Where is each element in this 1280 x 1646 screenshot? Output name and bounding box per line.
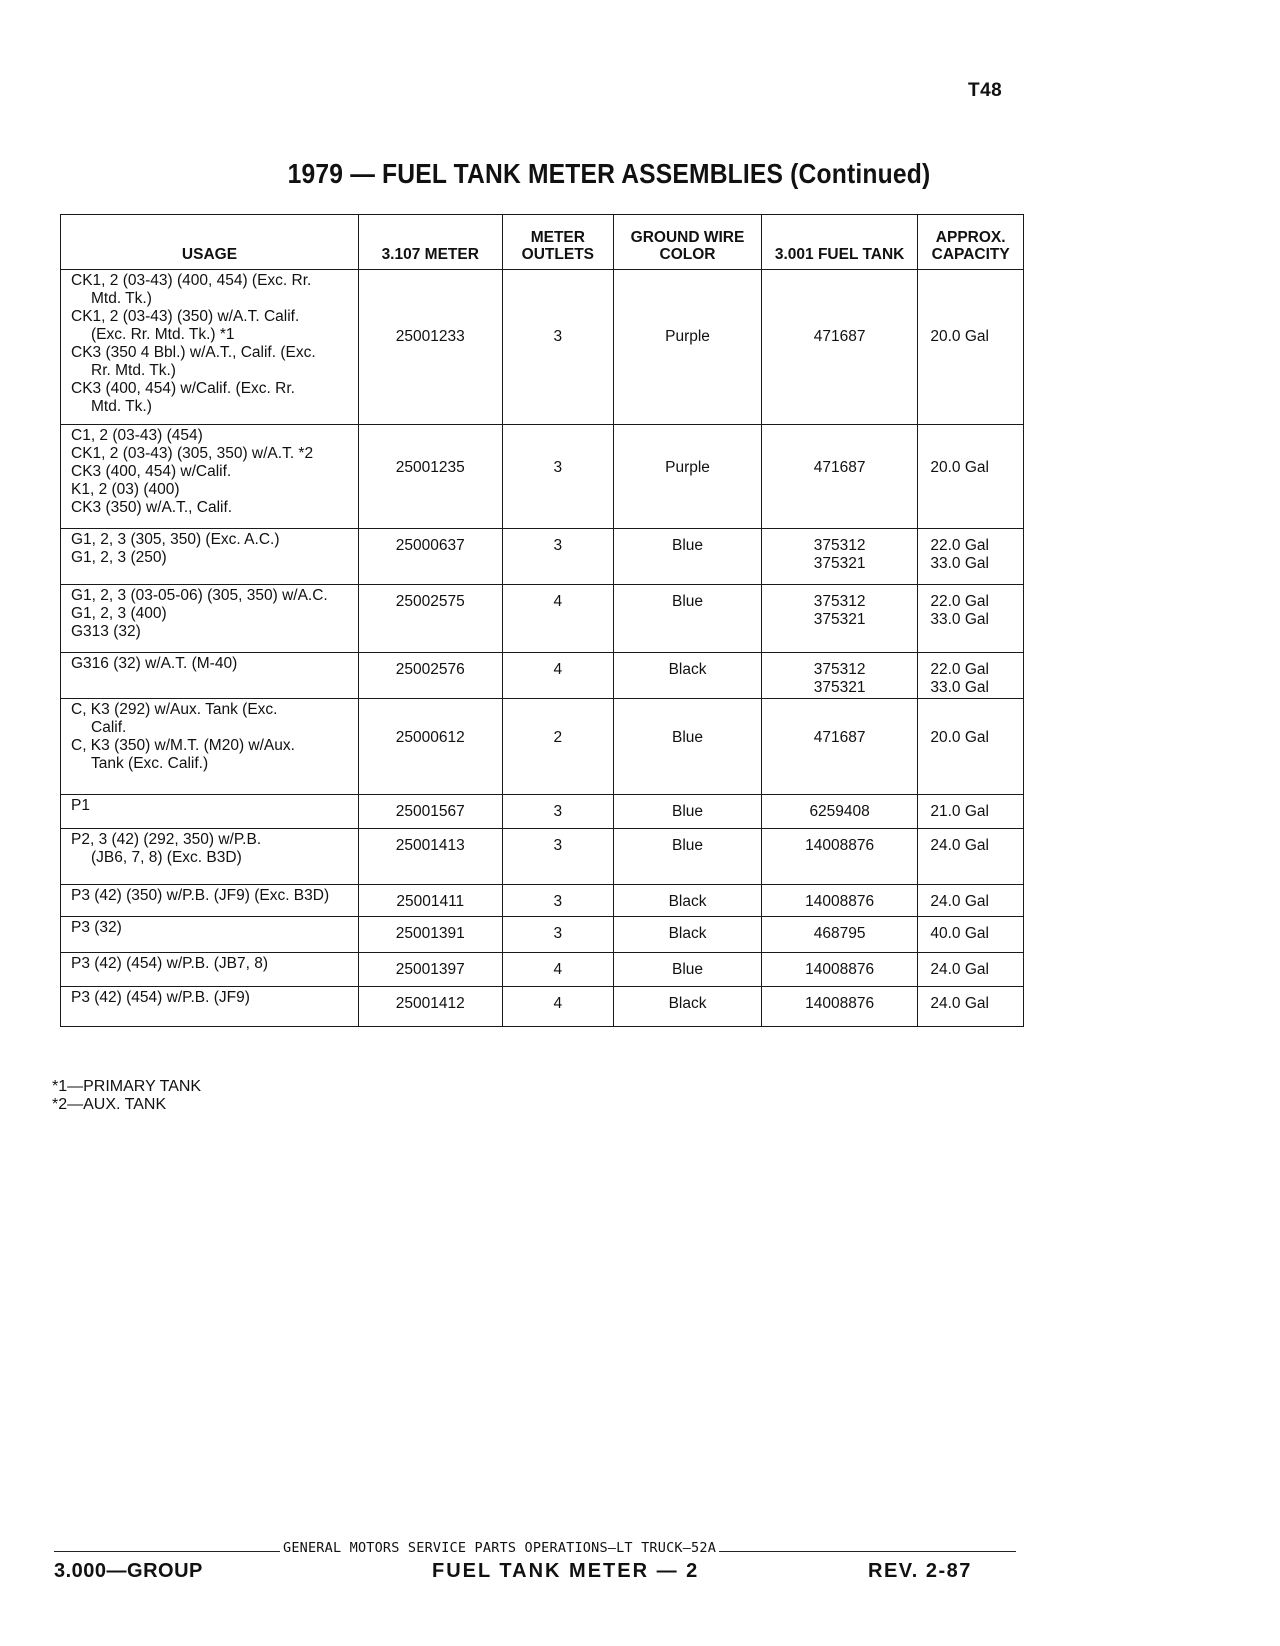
capacity-cell: [918, 699, 1024, 795]
usage-line: CK3 (400, 454) w/Calif. (Exc. Rr.: [71, 380, 295, 397]
capacity-cell: [918, 585, 1024, 653]
fuel-tank-cell-value: 375312: [813, 593, 866, 610]
usage-cell: [61, 829, 359, 885]
table-row: [61, 953, 1024, 987]
fuel-tank-cell-value: 14008876: [805, 837, 875, 854]
fuel-tank-cell: [761, 270, 918, 425]
meter-number-cell: 25001567: [358, 795, 502, 829]
fuel-tank-cell-value: 468795: [813, 925, 866, 942]
ground-wire-color-cell: Blue: [614, 795, 762, 829]
fuel-tank-cell-value: 375312: [813, 661, 866, 678]
footnote-1: *1—PRIMARY TANK: [52, 1078, 202, 1095]
usage-line: (Exc. Rr. Mtd. Tk.) *1: [91, 326, 235, 343]
meter-number-cell: 25000612: [358, 699, 502, 795]
usage-line: CK3 (400, 454) w/Calif.: [71, 463, 232, 480]
usage-line: P1: [71, 797, 90, 814]
usage-cell: [61, 270, 359, 425]
fuel-tank-cell-value: 14008876: [805, 995, 875, 1012]
usage-line: P3 (32): [71, 919, 122, 936]
table-row: [61, 699, 1024, 795]
footnotes: [52, 1078, 201, 1114]
capacity-cell-value: 22.0 Gal: [930, 661, 989, 678]
capacity-cell: [918, 653, 1024, 699]
capacity-cell-value: 22.0 Gal: [930, 593, 989, 610]
table-row: [61, 425, 1024, 529]
capacity-cell-value: 22.0 Gal: [930, 537, 989, 554]
header-color-line-2: COLOR: [659, 246, 716, 263]
meter-number-cell: 25000637: [358, 529, 502, 585]
capacity-cell-value: 33.0 Gal: [930, 611, 989, 628]
usage-line: P3 (42) (454) w/P.B. (JB7, 8): [71, 955, 268, 972]
meter-number-cell: 25001411: [358, 885, 502, 917]
meter-number-cell: 25001233: [358, 270, 502, 425]
capacity-cell-value: 20.0 Gal: [930, 729, 989, 746]
meter-outlets-cell: 3: [502, 529, 614, 585]
capacity-cell-value: 40.0 Gal: [930, 925, 989, 942]
header-usage: [61, 215, 359, 270]
fuel-tank-cell-value: 14008876: [805, 893, 875, 910]
capacity-cell: [918, 529, 1024, 585]
ground-wire-color-cell: Blue: [614, 953, 762, 987]
fuel-tank-cell-value: 375321: [813, 611, 866, 628]
header-capacity-line-1: APPROX.: [935, 229, 1006, 246]
usage-line: CK3 (350) w/A.T., Calif.: [71, 499, 233, 516]
usage-line: Calif.: [91, 719, 127, 736]
table-row: [61, 829, 1024, 885]
table-row: [61, 917, 1024, 953]
capacity-cell: [918, 885, 1024, 917]
capacity-cell: [918, 270, 1024, 425]
usage-cell: [61, 529, 359, 585]
table-row: [61, 270, 1024, 425]
table-row: [61, 653, 1024, 699]
fuel-tank-cell: [761, 885, 918, 917]
footnote-2: *2—AUX. TANK: [52, 1096, 167, 1113]
meter-outlets-cell: 4: [502, 987, 614, 1027]
usage-line: G316 (32) w/A.T. (M-40): [71, 655, 238, 672]
fuel-tank-cell: [761, 653, 918, 699]
usage-line: CK1, 2 (03-43) (305, 350) w/A.T. *2: [71, 445, 314, 462]
header-color-line-1: GROUND WIRE: [630, 229, 745, 246]
meter-number-cell: 25001391: [358, 917, 502, 953]
usage-line: G1, 2, 3 (400): [71, 605, 167, 622]
capacity-cell: [918, 987, 1024, 1027]
meter-number-cell: 25001235: [358, 425, 502, 529]
usage-cell: [61, 425, 359, 529]
usage-cell: [61, 585, 359, 653]
ground-wire-color-cell: Black: [614, 917, 762, 953]
ground-wire-color-cell: Black: [614, 987, 762, 1027]
usage-cell: [61, 795, 359, 829]
table-row: [61, 795, 1024, 829]
capacity-cell: [918, 425, 1024, 529]
usage-line: C, K3 (292) w/Aux. Tank (Exc.: [71, 701, 278, 718]
capacity-cell-value: 24.0 Gal: [930, 961, 989, 978]
header-tank-line-2: FUEL TANK: [817, 246, 905, 263]
meter-number-cell: 25001412: [358, 987, 502, 1027]
footer-banner: GENERAL MOTORS SERVICE PARTS OPERATIONS—LT TRUCK—52A: [280, 1540, 719, 1556]
footer-section: FUEL TANK METER — 2: [432, 1560, 700, 1582]
header-tank-line-1: 3.001: [774, 246, 814, 263]
capacity-cell-value: 21.0 Gal: [930, 803, 989, 820]
usage-cell: [61, 917, 359, 953]
usage-line: C1, 2 (03-43) (454): [71, 427, 203, 444]
fuel-tank-cell: [761, 829, 918, 885]
ground-wire-color-cell: Purple: [614, 270, 762, 425]
ground-wire-color-cell: Blue: [614, 829, 762, 885]
meter-outlets-cell: 2: [502, 699, 614, 795]
header-meter-line-1: 3.107: [381, 246, 421, 263]
usage-line: P3 (42) (350) w/P.B. (JF9) (Exc. B3D): [71, 887, 330, 904]
usage-line: G1, 2, 3 (03-05-06) (305, 350) w/A.C.: [71, 587, 328, 604]
ground-wire-color-cell: Black: [614, 653, 762, 699]
usage-line: Mtd. Tk.): [91, 398, 152, 415]
usage-line: P2, 3 (42) (292, 350) w/P.B.: [71, 831, 262, 848]
fuel-tank-cell-value: 471687: [813, 459, 866, 476]
meter-outlets-cell: 3: [502, 917, 614, 953]
capacity-cell-value: 24.0 Gal: [930, 893, 989, 910]
table-header-row: [61, 215, 1024, 270]
usage-cell: [61, 987, 359, 1027]
usage-cell: [61, 699, 359, 795]
table-row: [61, 529, 1024, 585]
usage-line: CK1, 2 (03-43) (400, 454) (Exc. Rr.: [71, 272, 312, 289]
capacity-cell-value: 33.0 Gal: [930, 679, 989, 696]
capacity-cell: [918, 917, 1024, 953]
capacity-cell-value: 20.0 Gal: [930, 459, 989, 476]
fuel-tank-cell-value: 6259408: [809, 803, 870, 820]
capacity-cell-value: 33.0 Gal: [930, 555, 989, 572]
capacity-cell-value: 20.0 Gal: [930, 328, 989, 345]
meter-outlets-cell: 3: [502, 270, 614, 425]
header-outlets: [502, 215, 614, 270]
capacity-cell: [918, 829, 1024, 885]
fuel-tank-cell: [761, 425, 918, 529]
usage-line: Rr. Mtd. Tk.): [91, 362, 176, 379]
table-row: [61, 987, 1024, 1027]
usage-line: CK3 (350 4 Bbl.) w/A.T., Calif. (Exc.: [71, 344, 316, 361]
fuel-tank-cell-value: 14008876: [805, 961, 875, 978]
footer-group: 3.000—GROUP: [54, 1560, 203, 1582]
ground-wire-color-cell: Black: [614, 885, 762, 917]
meter-outlets-cell: 3: [502, 829, 614, 885]
fuel-tank-cell-value: 471687: [813, 328, 866, 345]
fuel-tank-meter-table: [60, 214, 1024, 1027]
fuel-tank-cell: [761, 987, 918, 1027]
fuel-tank-cell: [761, 699, 918, 795]
header-fuel-tank: [761, 215, 918, 270]
header-ground-wire-color: [614, 215, 762, 270]
table-body: [61, 270, 1024, 1027]
fuel-tank-cell: [761, 585, 918, 653]
capacity-cell-value: 24.0 Gal: [930, 995, 989, 1012]
fuel-tank-cell: [761, 953, 918, 987]
header-capacity-line-2: CAPACITY: [931, 246, 1010, 263]
usage-line: P3 (42) (454) w/P.B. (JF9): [71, 989, 250, 1006]
header-outlets-line-1: METER: [530, 229, 585, 246]
fuel-tank-cell-value: 375321: [813, 555, 866, 572]
fuel-tank-cell: [761, 917, 918, 953]
usage-cell: [61, 653, 359, 699]
fuel-tank-cell-value: 375321: [813, 679, 866, 696]
meter-outlets-cell: 3: [502, 425, 614, 529]
meter-number-cell: 25001397: [358, 953, 502, 987]
fuel-tank-cell-value: 471687: [813, 729, 866, 746]
usage-line: CK1, 2 (03-43) (350) w/A.T. Calif.: [71, 308, 300, 325]
fuel-tank-cell: [761, 529, 918, 585]
meter-outlets-cell: 3: [502, 885, 614, 917]
capacity-cell: [918, 953, 1024, 987]
table-row: [61, 585, 1024, 653]
usage-line: Tank (Exc. Calif.): [91, 755, 209, 772]
usage-cell: [61, 953, 359, 987]
header-outlets-line-2: OUTLETS: [521, 246, 595, 263]
meter-outlets-cell: 4: [502, 653, 614, 699]
header-meter-line-2: METER: [424, 246, 479, 263]
usage-line: G313 (32): [71, 623, 141, 640]
usage-line: K1, 2 (03) (400): [71, 481, 180, 498]
meter-number-cell: 25001413: [358, 829, 502, 885]
meter-outlets-cell: 4: [502, 585, 614, 653]
ground-wire-color-cell: Blue: [614, 529, 762, 585]
ground-wire-color-cell: Blue: [614, 585, 762, 653]
header-meter: [358, 215, 502, 270]
footer-revision: REV. 2-87: [868, 1560, 972, 1582]
usage-line: Mtd. Tk.): [91, 290, 152, 307]
ground-wire-color-cell: Blue: [614, 699, 762, 795]
meter-number-cell: 25002575: [358, 585, 502, 653]
usage-line: C, K3 (350) w/M.T. (M20) w/Aux.: [71, 737, 295, 754]
header-usage-line: USAGE: [181, 246, 238, 263]
meter-outlets-cell: 3: [502, 795, 614, 829]
page-title: 1979 — FUEL TANK METER ASSEMBLIES (Continued): [287, 158, 931, 189]
ground-wire-color-cell: Purple: [614, 425, 762, 529]
fuel-tank-cell-value: 375312: [813, 537, 866, 554]
usage-line: G1, 2, 3 (250): [71, 549, 167, 566]
table-row: [61, 885, 1024, 917]
meter-number-cell: 25002576: [358, 653, 502, 699]
meter-outlets-cell: 4: [502, 953, 614, 987]
page-code: T48: [968, 80, 1003, 101]
fuel-tank-cell: [761, 795, 918, 829]
usage-cell: [61, 885, 359, 917]
usage-line: G1, 2, 3 (305, 350) (Exc. A.C.): [71, 531, 280, 548]
capacity-cell: [918, 795, 1024, 829]
capacity-cell-value: 24.0 Gal: [930, 837, 989, 854]
usage-line: (JB6, 7, 8) (Exc. B3D): [91, 849, 242, 866]
header-capacity: [918, 215, 1024, 270]
